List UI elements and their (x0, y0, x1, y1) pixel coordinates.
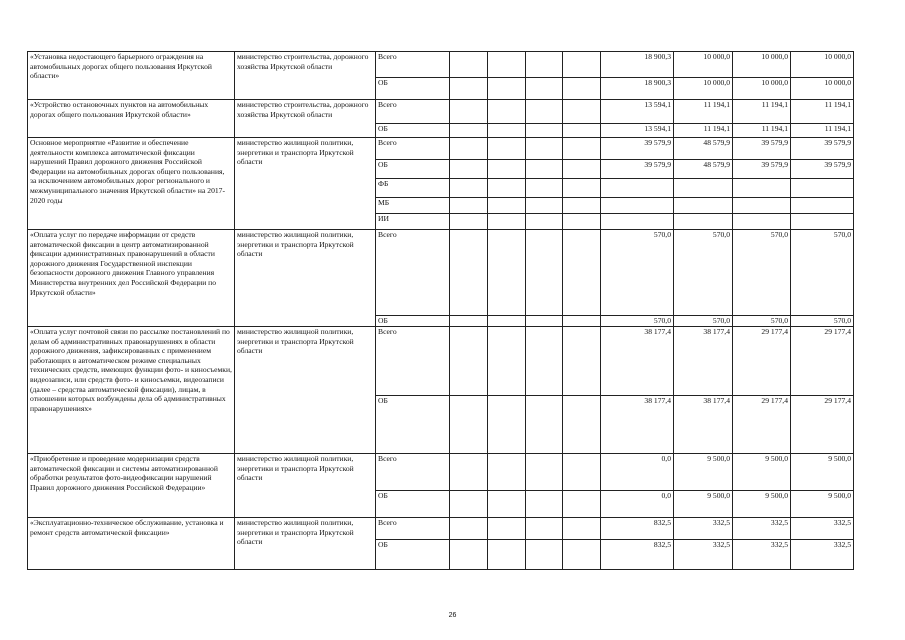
amount-cell: 0,0 (601, 454, 674, 491)
amount-cell: 9 500,0 (674, 454, 733, 491)
responsible-executor: министерство жилищной политики, энергетики и транспорта Иркутской области (235, 327, 376, 454)
empty-cell (450, 396, 488, 454)
budget-table (27, 51, 854, 570)
amount-cell: 332,5 (674, 518, 733, 540)
funding-source: ФБ (376, 179, 450, 198)
funding-source: ОБ (376, 160, 450, 179)
amount-cell (674, 179, 733, 198)
amount-cell: 332,5 (674, 540, 733, 570)
funding-source: ОБ (376, 396, 450, 454)
empty-cell (450, 230, 488, 316)
amount-cell: 10 000,0 (791, 78, 854, 100)
funding-source: МБ (376, 198, 450, 214)
empty-cell (526, 540, 563, 570)
empty-cell (526, 454, 563, 491)
empty-cell (488, 198, 526, 214)
amount-cell (601, 179, 674, 198)
responsible-executor: министерство строительства, дорожного хозяйства Иркутской области (235, 100, 376, 138)
amount-cell: 38 177,4 (674, 396, 733, 454)
empty-cell (526, 52, 563, 78)
empty-cell (450, 316, 488, 327)
empty-cell (450, 454, 488, 491)
amount-cell: 38 177,4 (601, 327, 674, 396)
empty-cell (450, 138, 488, 160)
amount-cell: 38 177,4 (674, 327, 733, 396)
empty-cell (488, 454, 526, 491)
empty-cell (488, 100, 526, 124)
empty-cell (450, 491, 488, 518)
activity-name: «Оплата услуг почтовой связи по рассылке постановлений по делам об административных правонарушениях в области дорожного движения, зафиксированных с применением работающих в автоматическом режиме специальных технических средств, имеющих функции фото- и киносъемки, видеозаписи, или средств фото- и киносъемки, видеозаписи (далее – средства автоматической фиксации), лицам, в отношении которых возбуждены дела об административных правонарушениях» (28, 327, 235, 454)
empty-cell (488, 179, 526, 198)
empty-cell (563, 454, 601, 491)
empty-cell (450, 124, 488, 138)
amount-cell: 9 500,0 (674, 491, 733, 518)
empty-cell (563, 518, 601, 540)
empty-cell (526, 327, 563, 396)
responsible-executor: министерство жилищной политики, энергетики и транспорта Иркутской области (235, 230, 376, 327)
empty-cell (488, 491, 526, 518)
table-row (28, 100, 854, 124)
empty-cell (488, 214, 526, 230)
empty-cell (563, 100, 601, 124)
amount-cell: 570,0 (601, 230, 674, 316)
amount-cell: 570,0 (733, 230, 791, 316)
activity-name: «Устройство остановочных пунктов на автомобильных дорогах общего пользования Иркутской области» (28, 100, 235, 138)
amount-cell: 0,0 (601, 491, 674, 518)
empty-cell (526, 316, 563, 327)
funding-source: ОБ (376, 124, 450, 138)
empty-cell (563, 198, 601, 214)
amount-cell: 11 194,1 (733, 124, 791, 138)
empty-cell (488, 518, 526, 540)
empty-cell (563, 327, 601, 396)
amount-cell: 832,5 (601, 518, 674, 540)
responsible-executor: министерство жилищной политики, энергетики и транспорта Иркутской области (235, 138, 376, 230)
empty-cell (488, 230, 526, 316)
amount-cell: 10 000,0 (791, 52, 854, 78)
empty-cell (526, 138, 563, 160)
empty-cell (488, 316, 526, 327)
amount-cell (674, 198, 733, 214)
activity-name: «Эксплуатационно-техническое обслуживание, установка и ремонт средств автоматической фиксации» (28, 518, 235, 570)
empty-cell (488, 52, 526, 78)
empty-cell (563, 138, 601, 160)
funding-source: Всего (376, 454, 450, 491)
funding-source: Всего (376, 327, 450, 396)
amount-cell (733, 198, 791, 214)
amount-cell: 570,0 (791, 316, 854, 327)
funding-source: ОБ (376, 78, 450, 100)
activity-name: «Приобретение и проведение модернизации средств автоматической фиксации и системы автоматизированной обработки результатов фото-видеофиксации нарушений Правил дорожного движения Российской Федерации» (28, 454, 235, 518)
amount-cell: 38 177,4 (601, 396, 674, 454)
empty-cell (488, 160, 526, 179)
funding-source: Всего (376, 518, 450, 540)
amount-cell: 570,0 (791, 230, 854, 316)
amount-cell: 570,0 (674, 316, 733, 327)
amount-cell: 11 194,1 (674, 100, 733, 124)
amount-cell (733, 214, 791, 230)
responsible-executor: министерство жилищной политики, энергетики и транспорта Иркутской области (235, 454, 376, 518)
amount-cell: 332,5 (791, 518, 854, 540)
amount-cell: 11 194,1 (791, 124, 854, 138)
amount-cell: 10 000,0 (733, 78, 791, 100)
amount-cell: 10 000,0 (733, 52, 791, 78)
amount-cell (601, 214, 674, 230)
amount-cell (791, 198, 854, 214)
amount-cell: 39 579,9 (791, 160, 854, 179)
empty-cell (450, 179, 488, 198)
table-row (28, 52, 854, 78)
empty-cell (563, 396, 601, 454)
amount-cell: 39 579,9 (791, 138, 854, 160)
amount-cell: 13 594,1 (601, 124, 674, 138)
empty-cell (488, 124, 526, 138)
amount-cell: 11 194,1 (791, 100, 854, 124)
amount-cell: 18 900,3 (601, 78, 674, 100)
funding-source: Всего (376, 230, 450, 316)
amount-cell: 9 500,0 (733, 491, 791, 518)
empty-cell (526, 214, 563, 230)
amount-cell: 9 500,0 (791, 491, 854, 518)
empty-cell (488, 78, 526, 100)
empty-cell (563, 316, 601, 327)
amount-cell: 29 177,4 (733, 396, 791, 454)
amount-cell: 332,5 (733, 540, 791, 570)
funding-source: Всего (376, 138, 450, 160)
empty-cell (563, 230, 601, 316)
amount-cell: 18 900,3 (601, 52, 674, 78)
activity-name: «Оплата услуг по передаче информации от средств автоматической фиксации в центр автоматизированной фиксации административных правонарушений в области дорожного движения Государственной инспекции безопасности дорожного движения Главного управления Министерства внутренних дел Российской Федерации по Иркутской области» (28, 230, 235, 327)
funding-source: Всего (376, 100, 450, 124)
empty-cell (526, 124, 563, 138)
amount-cell: 9 500,0 (733, 454, 791, 491)
table-row (28, 138, 854, 160)
amount-cell: 570,0 (733, 316, 791, 327)
table-row (28, 327, 854, 396)
funding-source: ОБ (376, 491, 450, 518)
empty-cell (526, 230, 563, 316)
table-row (28, 454, 854, 491)
amount-cell: 10 000,0 (674, 52, 733, 78)
amount-cell: 39 579,9 (733, 160, 791, 179)
empty-cell (450, 518, 488, 540)
amount-cell: 48 579,9 (674, 138, 733, 160)
empty-cell (526, 179, 563, 198)
activity-name: Основное мероприятие «Развитие и обеспечение деятельности комплекса автоматической фиксации нарушений Правил дорожного движения Российской Федерации на автомобильных дорогах общего пользования, за исключением автомобильных дорог регионального и межмуниципального значения Иркутской области» на 2017-2020 годы (28, 138, 235, 230)
amount-cell: 10 000,0 (674, 78, 733, 100)
empty-cell (488, 138, 526, 160)
amount-cell (733, 179, 791, 198)
amount-cell (791, 214, 854, 230)
empty-cell (450, 100, 488, 124)
activity-name: «Установка недостающего барьерного ограждения на автомобильных дорогах общего пользования Иркутской области» (28, 52, 235, 100)
table-row (28, 230, 854, 316)
amount-cell (791, 179, 854, 198)
empty-cell (526, 160, 563, 179)
amount-cell: 9 500,0 (791, 454, 854, 491)
amount-cell: 29 177,4 (791, 327, 854, 396)
funding-source: Всего (376, 52, 450, 78)
empty-cell (488, 396, 526, 454)
empty-cell (563, 78, 601, 100)
empty-cell (563, 491, 601, 518)
empty-cell (488, 540, 526, 570)
empty-cell (563, 540, 601, 570)
page-number: 26 (448, 612, 457, 619)
funding-source: ОБ (376, 316, 450, 327)
amount-cell (674, 214, 733, 230)
empty-cell (526, 100, 563, 124)
table-body (28, 52, 854, 570)
amount-cell: 832,5 (601, 540, 674, 570)
empty-cell (526, 396, 563, 454)
amount-cell: 39 579,9 (601, 160, 674, 179)
empty-cell (526, 491, 563, 518)
amount-cell: 39 579,9 (733, 138, 791, 160)
amount-cell: 11 194,1 (733, 100, 791, 124)
amount-cell (601, 198, 674, 214)
amount-cell: 570,0 (674, 230, 733, 316)
empty-cell (563, 160, 601, 179)
amount-cell: 39 579,9 (601, 138, 674, 160)
amount-cell: 332,5 (733, 518, 791, 540)
empty-cell (488, 327, 526, 396)
empty-cell (563, 124, 601, 138)
amount-cell: 48 579,9 (674, 160, 733, 179)
empty-cell (450, 540, 488, 570)
empty-cell (526, 198, 563, 214)
empty-cell (450, 52, 488, 78)
empty-cell (450, 78, 488, 100)
empty-cell (450, 160, 488, 179)
amount-cell: 29 177,4 (733, 327, 791, 396)
empty-cell (450, 327, 488, 396)
empty-cell (450, 214, 488, 230)
funding-source: ИИ (376, 214, 450, 230)
responsible-executor: министерство жилищной политики, энергетики и транспорта Иркутской области (235, 518, 376, 570)
empty-cell (526, 518, 563, 540)
amount-cell: 570,0 (601, 316, 674, 327)
amount-cell: 332,5 (791, 540, 854, 570)
empty-cell (450, 198, 488, 214)
empty-cell (563, 179, 601, 198)
empty-cell (563, 214, 601, 230)
responsible-executor: министерство строительства, дорожного хозяйства Иркутской области (235, 52, 376, 100)
empty-cell (526, 78, 563, 100)
amount-cell: 13 594,1 (601, 100, 674, 124)
amount-cell: 11 194,1 (674, 124, 733, 138)
empty-cell (563, 52, 601, 78)
funding-source: ОБ (376, 540, 450, 570)
amount-cell: 29 177,4 (791, 396, 854, 454)
table-row (28, 518, 854, 540)
